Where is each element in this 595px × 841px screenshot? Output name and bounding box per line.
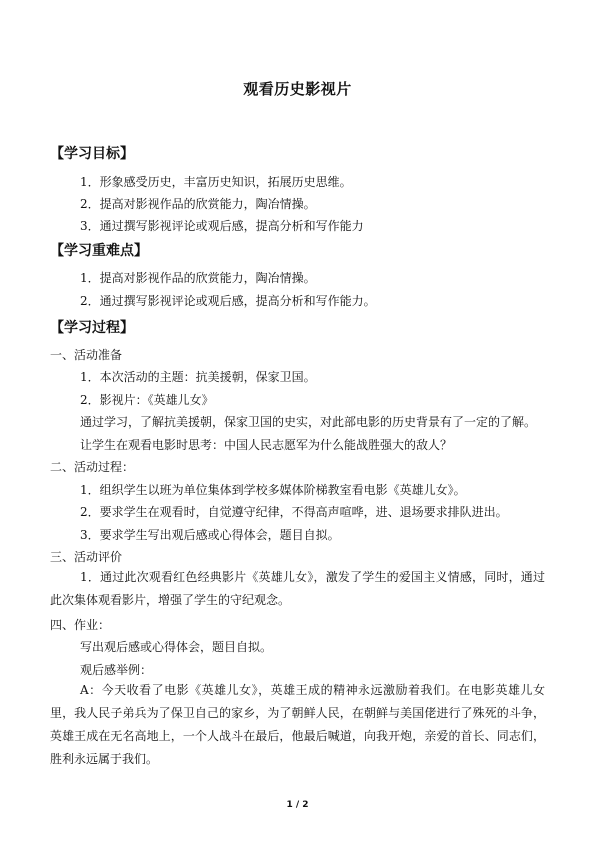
part-item: 让学生在观看电影时思考：中国人民志愿军为什么能战胜强大的敌人？ [80,438,453,452]
part-item: 2．影视片：《英雄儿女》 [80,393,214,407]
part-item: 3．要求学生写出观后感或心得体会，题目自拟。 [80,528,340,542]
part-label: 一、活动准备 [50,348,123,362]
part-item: 1．本次活动的主题：抗美援朝，保家卫国。 [80,370,316,384]
part-label: 四、作业： [50,618,111,632]
goal-item: 2．提高对影视作品的欣赏能力，陶冶情操。 [80,197,316,211]
page-title: 观看历史影视片 [243,80,352,98]
evaluation-paragraph: 1．通过此次观看红色经典影片《英雄儿女》，激发了学生的爱国主义情感，同时，通过此次集体观看影片，增强了学生的守纪观念。 [50,570,545,607]
goal-item: 1．形象感受历史，丰富历史知识，拓展历史思维。 [80,175,352,189]
goal-item: 3．通过撰写影视评论或观后感，提高分析和写作能力 [80,219,364,233]
part-item: 1．组织学生以班为单位集体到学校多媒体阶梯教室看电影《英雄儿女》。 [80,483,466,497]
part-label: 三、活动评价 [50,550,123,564]
section-heading-goals: 【学习目标】 [50,146,134,162]
part-item: 观后感举例： [80,663,153,677]
key-point-item: 2．通过撰写影视评论或观后感，提高分析和写作能力。 [80,294,376,308]
key-point-item: 1．提高对影视作品的欣赏能力，陶冶情操。 [80,271,316,285]
part-label: 二、活动过程： [50,460,135,474]
example-paragraph: A：今天收看了电影《英雄儿女》，英雄王成的精神永远激励着我们。在电影英雄儿女里，我人民子弟兵为了保卫自己的家乡，为了朝鲜人民，在朝鲜与美国佬进行了殊死的斗争，英雄王成在无名高地上，一个人战斗在最后，他最后喊道，向我开炮，亲爱的首长、同志们，胜利永远属于我们。 [50,683,545,766]
part-item: 2．要求学生在观看时，自觉遵守纪律，不得高声喧哗，进、退场要求排队进出。 [80,505,508,519]
section-heading-key-points: 【学习重难点】 [50,243,148,259]
part-item: 通过学习，了解抗美援朝，保家卫国的史实，对此部电影的历史背景有了一定的了解。 [80,415,537,429]
part-item: 写出观后感或心得体会，题目自拟。 [80,640,273,654]
section-heading-process: 【学习过程】 [50,320,134,336]
page-number: 1 / 2 [286,800,309,810]
